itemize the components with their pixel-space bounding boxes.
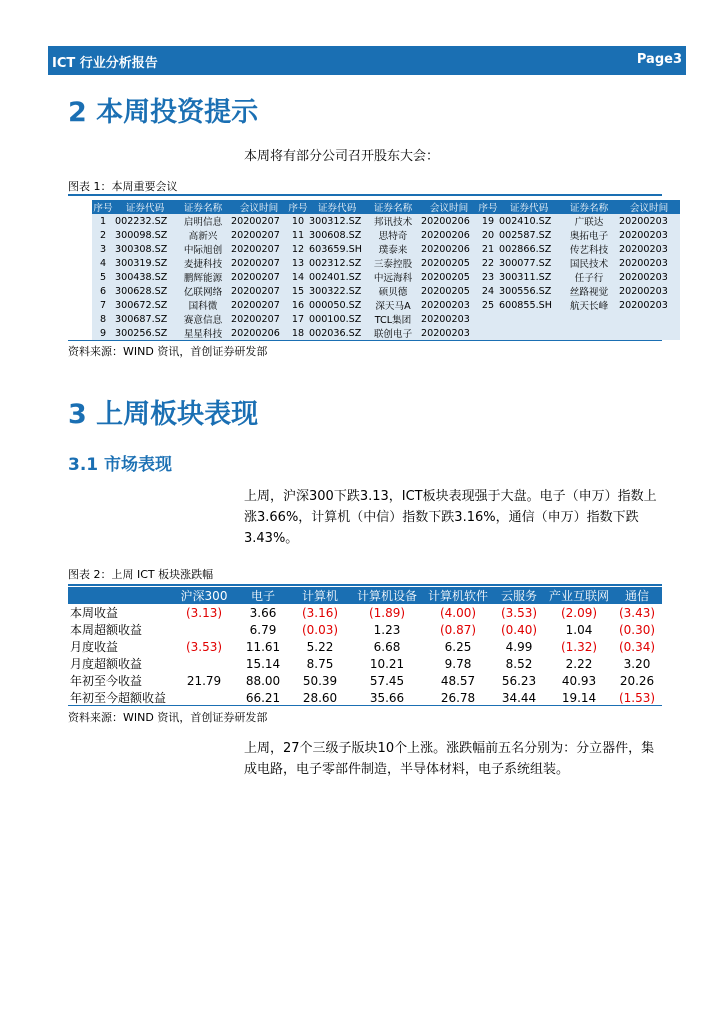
table-cell: 20200207 — [230, 270, 288, 284]
table-cell: 航天长峰 — [560, 298, 618, 312]
table-cell: 19.14 — [561, 690, 597, 705]
table-cell: 20200205 — [420, 270, 478, 284]
table-cell: 300628.SZ — [114, 284, 176, 298]
table-cell: 20200203 — [618, 214, 680, 228]
table-cell: 20200203 — [420, 326, 478, 340]
meetings-table — [92, 200, 680, 340]
table-cell: 11 — [288, 228, 308, 242]
table-cell: 18 — [288, 326, 308, 340]
report-header — [48, 46, 686, 75]
table-cell: 9.78 — [444, 656, 472, 671]
row-label: 本周超额收益 — [70, 623, 143, 637]
table-cell: 20200203 — [618, 298, 680, 312]
table-cell: 20200206 — [420, 228, 478, 242]
table-cell: 8 — [92, 312, 114, 326]
table-cell: 23 — [478, 270, 498, 284]
performance-header-row — [68, 587, 662, 604]
table-cell: 20200205 — [420, 284, 478, 298]
table-cell: 高新兴 — [176, 228, 230, 242]
table-cell: 启明信息 — [176, 214, 230, 228]
table-cell: 34.44 — [501, 690, 537, 705]
table-cell: 24 — [478, 284, 498, 298]
table-cell: (1.32) — [560, 639, 598, 654]
table-cell: (3.53) — [500, 605, 538, 620]
section-3-1-heading: 3.1 市场表现 — [68, 455, 173, 475]
table-row — [68, 604, 662, 621]
table-cell: 5 — [92, 270, 114, 284]
table-cell: (2.09) — [560, 605, 598, 620]
col-header: 证券名称 — [366, 200, 420, 214]
table-cell: (0.34) — [618, 639, 656, 654]
table-cell: 国民技术 — [560, 256, 618, 270]
section-2-intro: 本周将有部分公司召开股东大会： — [244, 149, 440, 164]
table-cell: 002587.SZ — [498, 228, 560, 242]
table-cell: 20200207 — [230, 312, 288, 326]
table-cell: 300672.SZ — [114, 298, 176, 312]
table-cell: 20200207 — [230, 242, 288, 256]
row-label: 本周收益 — [70, 606, 119, 620]
table-cell: 9 — [92, 326, 114, 340]
table-cell: 传艺科技 — [560, 242, 618, 256]
table-cell: (3.43) — [618, 605, 656, 620]
table-cell: (0.87) — [439, 622, 477, 637]
table-2-source: 资料来源：WIND 资讯，首创证券研发部 — [68, 711, 268, 724]
table-cell — [498, 326, 560, 340]
table-cell: 300687.SZ — [114, 312, 176, 326]
col-header: 证券代码 — [498, 200, 560, 214]
table-cell: 20200207 — [230, 214, 288, 228]
table-cell: 亿联网络 — [176, 284, 230, 298]
table-cell: 20200203 — [420, 298, 478, 312]
table-cell: 3 — [92, 242, 114, 256]
table-cell: 3.20 — [623, 656, 651, 671]
table-2-caption: 图表 2：上周 ICT 板块涨跌幅 — [68, 568, 214, 581]
table-cell: 16 — [288, 298, 308, 312]
table-cell: 20.26 — [619, 673, 655, 688]
table-cell: 603659.SH — [308, 242, 366, 256]
table-cell: 600855.SH — [498, 298, 560, 312]
table-cell: 20200203 — [618, 256, 680, 270]
table-cell: 鹏辉能源 — [176, 270, 230, 284]
col-header: 沪深300 — [172, 587, 236, 604]
table-cell: 20200203 — [618, 270, 680, 284]
table-cell: 6.68 — [373, 639, 401, 654]
col-header: 序号 — [92, 200, 114, 214]
table-cell: (0.30) — [618, 622, 656, 637]
table-cell: 20200207 — [230, 228, 288, 242]
table-row — [68, 672, 662, 689]
table-cell: 20200206 — [420, 242, 478, 256]
col-header: 证券名称 — [176, 200, 230, 214]
table-cell: 任子行 — [560, 270, 618, 284]
table-cell: 48.57 — [440, 673, 476, 688]
table-row — [92, 312, 680, 326]
row-label: 年初至今超额收益 — [70, 691, 167, 705]
table-cell: 赛意信息 — [176, 312, 230, 326]
table-cell: 深天马A — [366, 298, 420, 312]
table-cell: 40.93 — [561, 673, 597, 688]
table-cell: 21 — [478, 242, 498, 256]
sector-performance-table — [68, 587, 662, 706]
table-cell: 4.99 — [505, 639, 533, 654]
table-cell — [560, 312, 618, 326]
table-row — [68, 621, 662, 638]
table-cell: 300608.SZ — [308, 228, 366, 242]
table-cell: 6.79 — [249, 622, 277, 637]
table-cell: 20200207 — [230, 284, 288, 298]
table-cell: 中际旭创 — [176, 242, 230, 256]
table-cell: 20200203 — [618, 242, 680, 256]
table-cell: 三泰控股 — [366, 256, 420, 270]
table-cell: 66.21 — [245, 690, 281, 705]
table-cell: 300319.SZ — [114, 256, 176, 270]
table-cell: 1.04 — [565, 622, 593, 637]
table-cell: 4 — [92, 256, 114, 270]
table-cell: 002036.SZ — [308, 326, 366, 340]
table-cell: 25 — [478, 298, 498, 312]
table-cell: (3.53) — [185, 639, 223, 654]
col-header: 序号 — [478, 200, 498, 214]
table-cell — [618, 312, 680, 326]
col-header: 证券代码 — [114, 200, 176, 214]
table-cell: 2 — [92, 228, 114, 242]
table-cell: 56.23 — [501, 673, 537, 688]
table-row — [92, 298, 680, 312]
table-cell: 12 — [288, 242, 308, 256]
table-row — [68, 638, 662, 655]
table-cell: 19 — [478, 214, 498, 228]
table-cell — [172, 621, 236, 638]
table-cell — [560, 326, 618, 340]
table-cell: 奥拓电子 — [560, 228, 618, 242]
table-1-caption: 图表 1：本周重要会议 — [68, 180, 178, 193]
table-cell: 57.45 — [369, 673, 405, 688]
table-cell: 300098.SZ — [114, 228, 176, 242]
table-cell: 硕贝德 — [366, 284, 420, 298]
table-cell: 21.79 — [186, 673, 222, 688]
table-cell: 15 — [288, 284, 308, 298]
table-cell: 50.39 — [302, 673, 338, 688]
table-cell: 20200205 — [420, 256, 478, 270]
col-header: 序号 — [288, 200, 308, 214]
table-cell: 国科微 — [176, 298, 230, 312]
table-row — [68, 655, 662, 672]
table-cell: 10 — [288, 214, 308, 228]
table-cell: 13 — [288, 256, 308, 270]
table-cell: 300077.SZ — [498, 256, 560, 270]
table-1-source: 资料来源：WIND 资讯，首创证券研发部 — [68, 345, 268, 358]
table-cell: 300322.SZ — [308, 284, 366, 298]
table-cell: 300312.SZ — [308, 214, 366, 228]
table-1-bottom-rule — [68, 340, 662, 341]
table-cell: 000050.SZ — [308, 298, 366, 312]
col-header: 云服务 — [492, 587, 546, 604]
table-cell: 思特奇 — [366, 228, 420, 242]
table-cell: 6.25 — [444, 639, 472, 654]
table-cell: 联创电子 — [366, 326, 420, 340]
table-cell: (1.53) — [618, 690, 656, 705]
table-cell: 22 — [478, 256, 498, 270]
table-row — [92, 270, 680, 284]
table-cell: (3.13) — [185, 605, 223, 620]
table-row — [92, 326, 680, 340]
table-cell: 300311.SZ — [498, 270, 560, 284]
table-cell: (3.16) — [301, 605, 339, 620]
table-cell: 300308.SZ — [114, 242, 176, 256]
col-header — [68, 587, 172, 604]
table-cell: 000100.SZ — [308, 312, 366, 326]
table-cell — [172, 655, 236, 672]
table-cell: 20200203 — [618, 228, 680, 242]
table-cell: 002312.SZ — [308, 256, 366, 270]
table-cell: 10.21 — [369, 656, 405, 671]
table-cell: (4.00) — [439, 605, 477, 620]
table-cell: 璞泰来 — [366, 242, 420, 256]
table-cell: 300556.SZ — [498, 284, 560, 298]
subsector-paragraph: 上周，27个三级子版块10个上涨。涨跌幅前五名分别为：分立器件，集成电路，电子零部件制造，半导体材料，电子系统组装。 — [244, 741, 655, 777]
table-cell — [478, 312, 498, 326]
table-cell: 15.14 — [245, 656, 281, 671]
table-cell: 20200203 — [420, 312, 478, 326]
table-cell: 35.66 — [369, 690, 405, 705]
table-cell: 002232.SZ — [114, 214, 176, 228]
table-cell: TCL集团 — [366, 312, 420, 326]
table-row — [92, 228, 680, 242]
table-cell: (1.89) — [368, 605, 406, 620]
table-row — [92, 242, 680, 256]
meetings-header-row — [92, 200, 680, 214]
table-cell: 8.75 — [306, 656, 334, 671]
table-cell: 麦捷科技 — [176, 256, 230, 270]
table-cell: 邦讯技术 — [366, 214, 420, 228]
table-cell: 11.61 — [245, 639, 281, 654]
col-header: 计算机软件 — [424, 587, 492, 604]
table-cell: (0.03) — [301, 622, 339, 637]
table-cell: 星星科技 — [176, 326, 230, 340]
table-cell: 20200206 — [420, 214, 478, 228]
table-cell: 14 — [288, 270, 308, 284]
table-cell: 2.22 — [565, 656, 593, 671]
section-2-heading: 2 本周投资提示 — [68, 97, 259, 128]
table-cell — [618, 326, 680, 340]
col-header: 通信 — [612, 587, 662, 604]
table-cell: 7 — [92, 298, 114, 312]
table-cell: 8.52 — [505, 656, 533, 671]
table-cell: 20200203 — [618, 284, 680, 298]
table-cell: 17 — [288, 312, 308, 326]
table-cell: 300438.SZ — [114, 270, 176, 284]
table-row — [68, 689, 662, 706]
table-cell: (0.40) — [500, 622, 538, 637]
table-cell: 丝路视觉 — [560, 284, 618, 298]
col-header: 会议时间 — [230, 200, 288, 214]
report-title: ICT 行业分析报告 — [52, 56, 158, 71]
col-header: 证券名称 — [560, 200, 618, 214]
table-cell: 20 — [478, 228, 498, 242]
col-header: 计算机 — [290, 587, 350, 604]
col-header: 产业互联网 — [546, 587, 612, 604]
table-cell: 6 — [92, 284, 114, 298]
table-cell: 20200206 — [230, 326, 288, 340]
market-performance-paragraph: 上周，沪深300下跌3.13，ICT板块表现强于大盘。电子（申万）指数上涨3.66%，计算机（中信）指数下跌3.16%，通信（申万）指数下跌3.43%。 — [244, 489, 657, 546]
section-3-heading: 3 上周板块表现 — [68, 399, 259, 430]
table-cell — [172, 689, 236, 706]
table-cell: 3.66 — [249, 605, 277, 620]
row-label: 月度收益 — [70, 640, 119, 654]
table-cell — [498, 312, 560, 326]
table-row — [92, 256, 680, 270]
table-cell: 002410.SZ — [498, 214, 560, 228]
table-cell: 5.22 — [306, 639, 334, 654]
row-label: 年初至今收益 — [70, 674, 143, 688]
table-cell: 88.00 — [245, 673, 281, 688]
col-header: 电子 — [236, 587, 290, 604]
table-row — [92, 284, 680, 298]
table-cell: 002401.SZ — [308, 270, 366, 284]
table-cell: 28.60 — [302, 690, 338, 705]
table-row — [92, 214, 680, 228]
table-2-bottom-rule — [68, 705, 662, 706]
table-2-top-rule — [68, 584, 662, 586]
table-cell: 20200207 — [230, 256, 288, 270]
table-cell: 中远海科 — [366, 270, 420, 284]
table-cell: 广联达 — [560, 214, 618, 228]
col-header: 会议时间 — [420, 200, 478, 214]
row-label: 月度超额收益 — [70, 657, 143, 671]
table-cell: 300256.SZ — [114, 326, 176, 340]
col-header: 证券代码 — [308, 200, 366, 214]
table-1-top-rule — [68, 194, 662, 196]
table-cell: 26.78 — [440, 690, 476, 705]
table-cell: 1 — [92, 214, 114, 228]
table-cell — [478, 326, 498, 340]
table-cell: 20200207 — [230, 298, 288, 312]
table-cell: 002866.SZ — [498, 242, 560, 256]
table-cell: 1.23 — [373, 622, 401, 637]
page-number: Page3 — [636, 52, 682, 67]
col-header: 计算机设备 — [350, 587, 424, 604]
col-header: 会议时间 — [618, 200, 680, 214]
